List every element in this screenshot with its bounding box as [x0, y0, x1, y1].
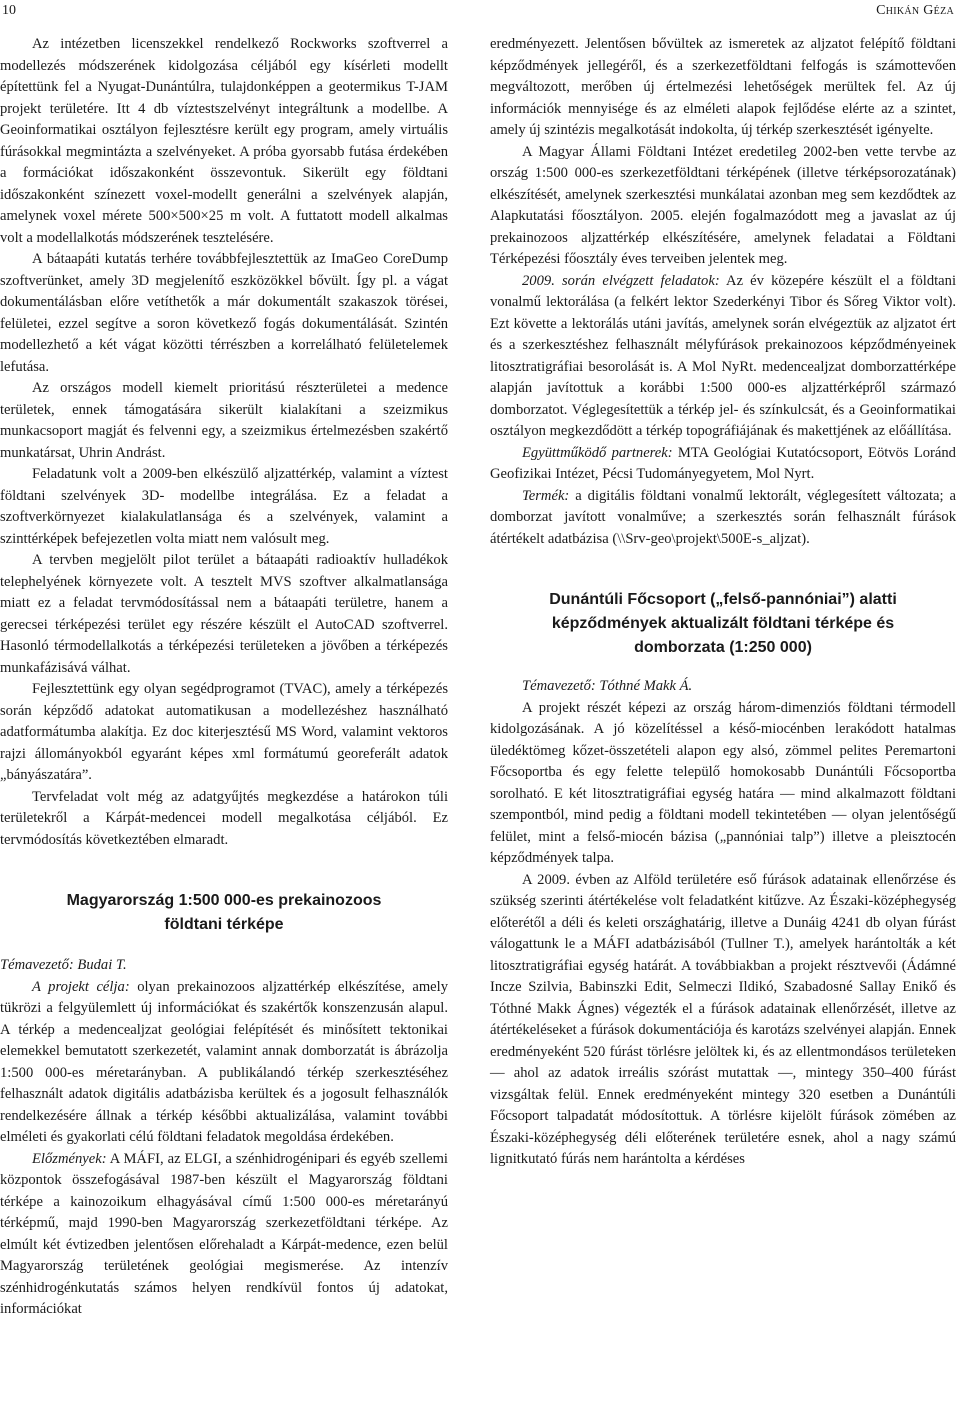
paragraph-done: [490, 271, 956, 443]
paragraph: Az intézetben licenszekkel rendelkező Rockworks szoftverrel a modellezés módszerének kidolgozása céljából egy kísérleti modellt építettünk fel a Nyugat-Dunántúlra, tulajdonképpen a geotermikus T-JAM projekt területére. Itt 4 db víztestszelvényt integráltunk a modellbe. A Geoinformatikai osztályon fejlesztésre került egy program, amely virtuális fúrásokkal megmintázta a szelvényeket. A próba gyorsabb futása érdekében a formációkat időszakonként összevontuk. Sikerült egy földtani időszakonként színezett voxel-modellt generálni a szelvények alapján, amelynek voxel mérete 500×500×25 m volt. A futtatott modell alkalmas volt a modellalkotás módszerének tesztelésére.: [0, 36, 448, 246]
partners-text: MTA Geológiai Kutatócsoport, Eötvös Loránd Geofizikai Intézet, Pécsi Tudományegyetem, Mol Nyrt.: [490, 444, 956, 482]
paragraph: A tervben megjelölt pilot terület a bátaapáti radioaktív hulladékok telephelyének környezete volt. A tesztelt MVS szoftver alkalmatlansága miatt ez a feladat tervmódosítással nem a bátaapáti területre, hanem a gerecsei térképezési terület egy részére készült el AutoCAD szoftverrel. Hasonló térmodellalkotás a térképezési területeken a jövőben a térképezés munkafázisává válhat.: [0, 552, 448, 676]
heading-line: Magyarország 1:500 000-es prekainozoos: [66, 892, 382, 909]
right-column: [490, 34, 956, 1171]
section-heading-dunantuli: [490, 588, 956, 660]
goal-text: olyan prekainozoos aljzattérkép elkészítése, amely tükrözi a felgyülemlett új információkat és szakértők konszenzusán alapul. A térkép a medencealjzat geológiai felépítését és minősített tektonikai elemekkel bemutatott szerkezetét, valamint annak domborzatát is ábrázolja 1:500 000-es méretarányban. A publikálandó térkép szerkesztéséhez felhasznált adatok digitális adatbázisba kerültek és a jogosult felhasználók rendelkezésére állnak a térkép későbbi aktualizálása, valamint további elméleti és gyakorlati célú földtani feladatok megoldása érdekében.: [0, 978, 449, 1145]
running-header: [0, 0, 960, 22]
heading-line: Dunántúli Főcsoport („felső-pannóniai”) alatti: [549, 591, 897, 608]
page-number: 10: [2, 3, 16, 18]
goal-label: A projekt célja:: [32, 978, 130, 995]
product-text: a digitális földtani vonalmű lektorált, véglegesített változata; a domborzat javított vonalműve; a szerkesztés során felhasznált fúrások átértékelt adatbázisa (\\Srv-geo\projekt\500E-s_aljzat).: [490, 487, 956, 547]
left-column: [0, 34, 448, 1321]
antecedents-label: Előzmények:: [32, 1150, 107, 1167]
section-heading-prekainozoos: [0, 889, 448, 937]
running-author: Chikán Géza: [876, 3, 954, 18]
paragraph: eredményezett. Jelentősen bővültek az ismeretek az aljzatot felépítő földtani képződmények jellegéről, és a szerkezetföldtani felfogás is számottevően megváltozott, merőben új értelmezési lehetőségek merültek fel. Az új információk mennyisége és az elméleti alapok fejlődése elérte az a szintet, amely új szintézis megalkotását indokolta, új térkép szerkesztését igényelte.: [490, 36, 956, 138]
paragraph-antecedents: [0, 1149, 448, 1321]
partners-label: Együttműködő partnerek:: [522, 444, 673, 461]
heading-line: földtani térképe: [164, 916, 284, 933]
paragraph: A projekt részét képezi az ország három-dimenziós földtani térmodell kidolgozásának. A jó közelítéssel a késő-miocénben lerakódott hatalmas üledéktömeg kőzet-összetételi alapon egy alsó, zömmel pelites Peremartoni Főcsoportba és egy felette települő homokosabb Dunántúli Főcsoportba sorolható. E két litosztratigráfiai egység határa — mind alkalmazott földtani szempontból, mind pedig a földtani modell tekintetében — olyan jelentőségű felület, mint a felső-miocén bázisa („pannóniai talp”) illetve a pleisztocén képződmények talpa.: [490, 699, 956, 866]
heading-line: képződmények aktualizált földtani térképe és: [551, 615, 895, 632]
paragraph-goal: [0, 977, 448, 1149]
paragraph: A Magyar Állami Földtani Intézet eredetileg 2002-ben vette tervbe az ország 1:500 000-es szerkezetföldtani térképének (illetve térképsorozatának) elkészítését, amelynek szerkesztési munkálatai azonban meg sem kezdődtek az Alapkutatási főosztályon. 2005. elején fogalmazódott meg a javaslat az új prekainozoos aljzattérkép elkészítésére, amelynek feladatai a Földtani Térképezési főosztály éves terveiben jelentek meg.: [490, 143, 956, 267]
paragraph: Fejlesztettünk egy olyan segédprogramot (TVAC), amely a térképezés során képződő adatokat automatikusan a modellezéshez használható adatformátumba alakítja. Ez doc kiterjesztésű MS Word, valamint vektoros rajzi állományokból egyaránt képes xml formátumú georeferált adatok „bányászatára”.: [0, 681, 448, 783]
paragraph: Az országos modell kiemelt prioritású részterületei a medence területek, ennek támogatására sikerült kialakítani a szeizmikus munkacsoport magját és felvenni egy, a szeizmikus értelmezésben szakértő munkatársat, Uhrin Andrást.: [0, 380, 448, 461]
paragraph: Tervfeladat volt még az adatgyűjtés megkezdése a határokon túli területekről a Kárpát-medencei modell megalkotása céljából. Ez tervmódosítás következtében elmaradt.: [0, 788, 448, 848]
project-leader: Témavezető: Tóthné Makk Á.: [522, 678, 693, 694]
paragraph: Feladatunk volt a 2009-ben elkészülő aljzattérkép, valamint a víztest földtani szelvények 3D- modellbe integrálása. Ez a feladat a szoftverkörnyezet kialakulatlansága és a szelvények, valamint a szinttérképek befejezetlen volta miatt nem valósult meg.: [0, 466, 448, 547]
paragraph-partners: [490, 443, 956, 486]
paragraph-product: [490, 486, 956, 551]
paragraph: A bátaapáti kutatás terhére továbbfejlesztettük az ImaGeo CoreDump szoftverünket, amely 3D megjelenítő eszközökkel bővült. Így pl. a vágat dokumentálásban előre vetíthetők a már dokumentált szakaszok törései, felületei, ezzel segítve a soron következő fogás dokumentálását. Szintén modellezhető a két vágat közötti térrészben a korrelálható felületelemek lefutása.: [0, 251, 448, 375]
antecedents-text: A MÁFI, az ELGI, a szénhidrogénipari és egyéb szellemi központok összefogásával 1987-ben készült el Magyarország földtani térképe a kainozoikum elhagyásával című 1:500 000-es méretarányú térképmű, majd 1990-ben Magyarország szerkezetföldtani térképe. Az elmúlt két évtizedben jelentősen előrehaladt a Kárpát-medence, ezen belül Magyarország területének geológiai megismerése. Az intenzív szénhidrogénkutatás számos helyen rendkívül fontos új adatokat, információkat: [0, 1150, 448, 1317]
heading-line: domborzata (1:250 000): [634, 639, 812, 656]
paragraph: A 2009. évben az Alföld területére eső fúrások adatainak ellenőrzése és szükség szerinti átértékelése volt feladatként kitűzve. Az Északi-középhegység előterétől a déli és keleti országhatárig, illetve a Dunáig 4241 db olyan fúrást válogattunk le a MÁFI adatbázisából (Tullner T.), amelyek harántolták a két litosztratigráfiai egység határát. A továbbiakban a projekt résztvevői (Ádámné Incze Szilvia, Babinszki Edit, Selmeczi Ildikó, Szabadosné Sallay Enikő és Tóthné Makk Ágnes) végezték el a fúrások adatainak ellenőrzését, illetve az átértékeléseket a fúrások dokumentációja és karotázs szelvényei alapján. Ennek eredményeként 520 fúrást törlésre jelöltek ki, és az ellentmondásos területeken — ahol az adatok irreális szórást mutattak —, mintegy 350–400 fúrást vizsgáltak felül. Ennek eredményeként mintegy 320 esetben a Dunántúli Főcsoport talpadatát módosítottuk. A törlésre kijelölt fúrások zömében az Északi-középhegység déli előterének területére esnek, ahol a nagy számú lignitkutató fúrás nem harántolta a kérdéses: [490, 871, 956, 1167]
product-label: Termék:: [522, 487, 570, 504]
done-label: 2009. során elvégzett feladatok:: [522, 272, 720, 289]
done-text: Az év közepére készült el a földtani vonalmű lektorálása (a felkért lektor Szederkényi Tibor és Sőreg Viktor volt). Ezt követte a lektorálás utáni javítás, amelynek során elvégeztük az aljzatot ért és a szerkesztéshez felhasznált mélyfúrások prekainozoos képződményeinek litosztratigráfiai besorolását is. A Mol NyRt. medencealjzat domborzattérképe alapján javítottuk a korábbi 1:500 000-es aljzattérképről származó domborzatot. Véglegesítettük a térkép jel- és színkulcsát, és a Geoinformatikai osztályon megkezdődött a térkép topográfiájának és makettjének az előállítása.: [490, 272, 956, 439]
project-leader: Témavezető: Budai T.: [0, 957, 127, 973]
